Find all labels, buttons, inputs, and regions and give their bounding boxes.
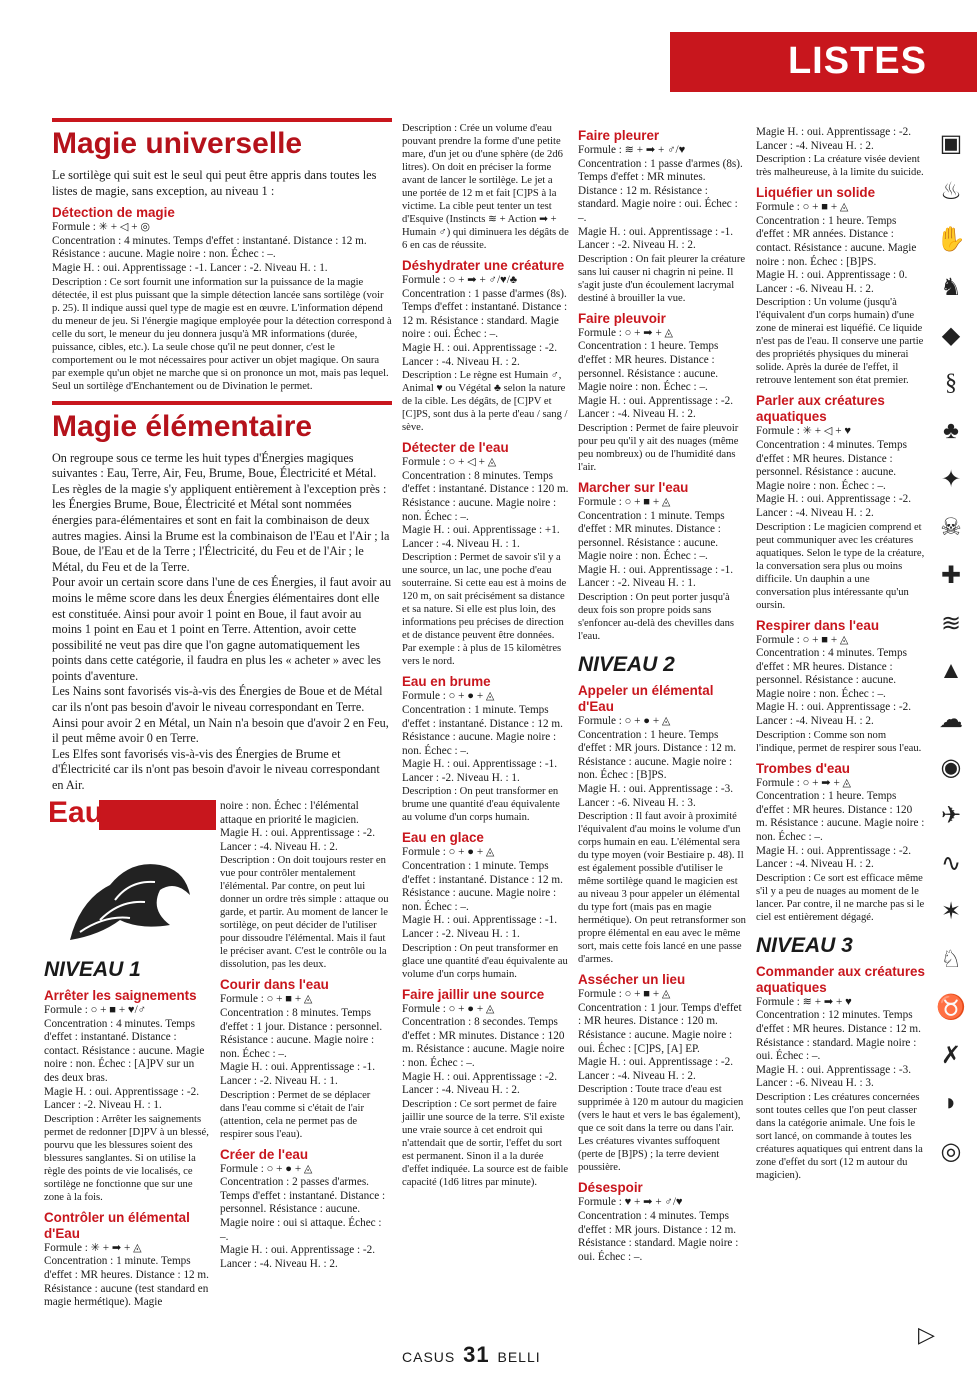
star-icon: ✶ [940, 898, 962, 925]
spell-line: Formule : ○ + ■ + ◬ [756, 201, 849, 214]
wave-icon: ≋ [940, 610, 962, 637]
crystal-icon: ✦ [940, 466, 962, 493]
spell-line: Formule : ○ + ● + ◬ [402, 690, 495, 703]
wind-icon: ☁ [939, 706, 963, 733]
spiral-icon: ◎ [940, 1138, 962, 1165]
spell-line: noire : non. Échec : l'élémental attaque en priorité le magicien. Magie H. : oui. Apprentissage : -2. Lancer : -4. Niveau H. : 2. [220, 800, 376, 853]
spell-line: Formule : ○ + ■ + ◬ [220, 993, 313, 1006]
spell-title: Liquéfier un solide [756, 185, 876, 201]
spell-description: Description : Le magicien comprend et peut communiquer avec les créatures aquatiques. Selon le type de la créature, la conversation sera plus ou moins difficile. Un dauphin a une conversation plus intéressante qu'un oursin. [756, 521, 925, 611]
spell-line: Résistance : aucune. Magie noire : non. Échec : –. [52, 248, 276, 261]
spell-line: Concentration : 1 heure. Temps d'effet : MR jours. Distance : 12 m. Résistance : aucune. Magie noire : non. Échec : [B]PS. [578, 728, 737, 782]
mountain-icon: ▲ [939, 657, 963, 684]
spell-title: Faire jaillir une source [402, 986, 545, 1002]
fire-icon: ♨ [940, 178, 962, 205]
spell-title: Eau en glace [402, 830, 484, 846]
spell-line: Formule : ✳ + ◁ + ♥ [756, 425, 852, 438]
spell-line: Magie H. : oui. Apprentissage : -2. Lancer : -2. Niveau H. : 1. [44, 1085, 200, 1112]
spell-line: Magie H. : oui. Apprentissage : 0. Lancer : -6. Niveau H. : 2. [756, 269, 908, 295]
scroll-icon: § [945, 369, 957, 396]
spell-description: Description : Toute trace d'eau est supprimée à 120 m autour du magicien (vers le haut et vers le bas également), que ce soit dans la terre ou dans l'air. Les créatures vivantes suffoquent (perte de [B]PS) ; la terre devient poussière. [578, 1084, 744, 1174]
spell-title: Parler aux créatures aquatiques [756, 393, 885, 425]
spell-line: Magie H. : oui. Apprentissage : -2. Lancer : -4. Niveau H. : 2. [402, 341, 558, 368]
spell-description: Description : Il faut avoir à proximité l'équivalent d'au moins le volume d'un corps humain en eau. L'élémental sera du type moyen (voir Bestiaire p. 48). Il est également possible d'utiliser le même sortilège quand le magicien est au niveau 3 pour appeler un élémental du type fort (mais pas en magie hermétique). On peut retransformer son propre élémental en eau avec le même sort, mais cette fois lancé en une passe d'armes. [578, 811, 746, 966]
footer-casus: CASUS [402, 1349, 456, 1365]
spell-title: Courir dans l'eau [220, 977, 329, 993]
spell-line: Magie H. : oui. Apprentissage : -1. Lancer : -2. Niveau H. : 1. [402, 758, 558, 784]
eau-header [44, 796, 216, 832]
spell-line: Concentration : 8 minutes. Temps d'effet : 1 jour. Distance : personnel. Résistance : aucune. Magie noire : non. Échec : –. [220, 1006, 383, 1060]
eye-icon: ◉ [940, 754, 962, 781]
spell-line: Concentration : 4 minutes. Temps d'effet : instantané. Distance : contact. Résistance : aucune. Magie noire : non. Échec : [A]PV sur un des deux bras. [44, 1017, 205, 1084]
spell-description: Description : Ce sort est efficace même s'il y a peu de nuages au moment de le lancer. Par contre, il ne marche pas si le ciel est entièrement dégagé. [756, 872, 925, 923]
level-heading: NIVEAU 1 [44, 958, 141, 981]
spell-line: Concentration : 1 heure. Temps d'effet : MR années. Distance : contact. Résistance : aucune. Magie noire : non. Échec : [B]PS. [756, 214, 917, 268]
spell-line: Concentration : 4 minutes. Temps d'effet : MR jours. Distance : 12 m. Résistance : standard. Magie noire : oui. Échec : –. [578, 1209, 739, 1263]
spell-line: Formule : ♥ + ➡ + ♂/♥ [578, 1196, 683, 1209]
spell-description: Description : Un volume (jusqu'à l'équivalent d'un corps humain) d'une zone de minerai est liquéfié. Ce liquide n'est pas de l'eau. Il conserve une partie des propriétés physiques du minerai solide. Après la durée de l'effet, il retrouve lentement son état premier. [756, 297, 924, 387]
paragraph: Les Nains sont favorisés vis-à-vis des Énergies de Boue et de Métal car ils n'ont pas besoin d'avoir le niveau correspondant en Terre. Ainsi pour avoir 2 en Métal, un Nain n'a besoin que d'avoir 2 en Feu, il peut même avoir 0 en Terre. [52, 684, 389, 746]
page-footer [402, 1342, 562, 1368]
spell-description: Description : Permet de faire pleuvoir pour peu qu'il y ait des nuages (même peu nombreux) ou de l'humidité dans l'air. [578, 422, 739, 473]
spell-line: Formule : ○ + ■ + ◬ [578, 495, 671, 508]
page-number: 31 [463, 1342, 490, 1367]
spell-line: Concentration : 8 secondes. Temps d'effet : MR minutes. Distance : 120 m. Résistance : aucune. Magie noire : non. Échec : –. [402, 1016, 565, 1069]
spell-title: Commander aux créatures aquatiques [756, 963, 925, 995]
column-universal [52, 118, 392, 793]
level-heading: NIVEAU 2 [578, 653, 675, 677]
spell-title: Faire pleuvoir [578, 310, 666, 326]
spell-line: Formule : ○ + ◁ + ◬ [402, 456, 497, 469]
skull-icon: ☠ [940, 514, 962, 541]
universal-intro: Le sortilège qui suit est le seul qui peut être appris dans toutes les listes de magie, sans exception, au niveau 1 : [52, 168, 377, 198]
spell-description: Description : Ce sort permet de faire jaillir une source de la terre. S'il existe une vraie source à cet endroit qui n'attendait que de sortir, l'effet du sort est permanent. Sinon il a la durée d'effet indiquée. La source est de faible capacité (1d6 litres par minute). [402, 1098, 569, 1188]
spell-title: Détecter de l'eau [402, 440, 509, 456]
spell-title: Détection de magie [52, 205, 175, 221]
spell-description: Description : On peut porter jusqu'à deux fois son propre poids sans s'enfoncer au-delà des chevilles dans l'eau. [578, 592, 735, 643]
spell-title: Faire pleurer [578, 128, 660, 143]
book-icon: ▣ [939, 130, 963, 157]
column-3 [578, 122, 746, 1322]
spell-line: Concentration : 2 passes d'armes. Temps d'effet : instantané. Distance : personnel. Résistance : aucune. Magie noire : oui si attaque. Échec : –. [220, 1176, 386, 1243]
spell-line: Concentration : 1 minute. Temps d'effet : instantané. Distance : 12 m. Résistance : aucune. Magie noire : non. Échec : –. [402, 703, 563, 757]
spell-title: Créer de l'eau [220, 1146, 309, 1162]
section-rule [52, 118, 392, 122]
spell-description: Description : On fait pleurer la créature sans lui causer ni chagrin ni peine. Il s'agit juste d'un écoulement lacrymal destiné à brouiller la vue. [578, 253, 746, 304]
spell-title: Déshydrater une créature [402, 258, 565, 273]
spell-description: Description : Permet de se déplacer dans l'eau comme si c'était de l'air (attention, cela ne permet pas de respirer sous l'eau). [220, 1089, 371, 1140]
stone-icon: ◆ [941, 322, 961, 349]
spell-line: Concentration : 1 passe d'armes (8s). Temps d'effet : MR minutes. Distance : 12 m. Résistance : standard. Magie noire : oui. Échec : –. [578, 157, 743, 224]
spell-line: Formule : ○ + ➡ + ♂/♥/♣ [402, 274, 518, 286]
spell-line: Magie H. : oui. Apprentissage : -1. Lancer : -2. Niveau H. : 1. [220, 1061, 376, 1087]
spell-description: Description : Les créatures concernées sont toutes celles que l'on peut classer dans la catégorie animale. Une fois le sort lancé, on commande à toutes les créatures aquatiques qui entrent dans la zone d'effet du sort (12 m autour du magicien). [756, 1091, 923, 1181]
level-heading: NIVEAU 3 [756, 933, 853, 957]
beast-icon: ♉ [936, 994, 966, 1021]
spell-line: Formule : ○ + ■ + ◬ [756, 633, 849, 646]
paragraph: On regroupe sous ce terme les huit types d'Énergies magiques suivantes : Eau, Terre, Air, Feu, Brume, Boue, Électricité et Métal. Les règles de la magie s'y appliquent entièrement à l'exception près : les Énergies Brume, Boue, Électricité et Métal sont nommées énergies para-élémentaires et sont en fait la combinaison de deux autres magies. Ainsi la Brume est la combinaison de l'Eau et l'Air ; la Boue, de l'Eau et de la Terre ; l'Électricité, du Feu et de l'Air ; le Métal, du Feu et de la Terre. [52, 450, 390, 574]
spell-line: Concentration : 1 heure. Temps d'effet : MR heures. Distance : personnel. Résistance : aucune. Magie noire : non. Échec : –. [578, 340, 719, 394]
claw-icon: ✗ [940, 1042, 962, 1069]
spell-line: Magie H. : oui. Apprentissage : -2. Lancer : -4. Niveau H. : 2. [756, 701, 912, 728]
spell-title: Désespoir [578, 1180, 643, 1196]
spell-line: Concentration : 12 minutes. Temps d'effet : MR heures. Distance : 12 m. Résistance : standard. Magie noire : oui. Échec : –. [756, 1009, 921, 1063]
spell-line: Concentration : 1 minute. Temps d'effet : instantané. Distance : 12 m. Résistance : aucune. Magie noire : non. Échec : –. [402, 860, 563, 913]
spell-line: Magie H. : oui. Apprentissage : -2. Lancer : -4. Niveau H. : 2. [578, 394, 734, 421]
banner-title: LISTES [787, 40, 927, 82]
snake-icon: ∿ [940, 850, 962, 877]
eau-red-bar [99, 800, 216, 830]
spell-title: Respirer dans l'eau [756, 617, 880, 633]
spell-title: Assécher un lieu [578, 972, 686, 988]
spell-line: Formule : ○ + ➡ + ◬ [578, 326, 674, 339]
paragraph: Pour avoir un certain score dans l'une de ces Énergies, il faut avoir au moins le même score dans les deux Énergies élémentaires dont elle est constituée. Ainsi pour avoir 1 point en Boue, il faut avoir au moins 1 point en Eau et 1 point en Terre. Attention, avoir cette possibilité ne veut pas dire que l'on gagne automatiquement les points dans cette catégorie, il faudra en plus les « acheter » avec les points d'aventure. [52, 575, 392, 683]
spell-line: Formule : ○ + ● + ◬ [578, 715, 671, 728]
spell-line: Concentration : 1 passe d'armes (8s). Temps d'effet : instantané. Distance : 12 m. Résistance : standard. Magie noire : oui. Échec : –. [402, 287, 568, 341]
spell-line: Formule : ○ + ➡ + ◬ [756, 776, 852, 789]
spell-title: Arrêter les saignements [44, 988, 197, 1003]
spell-description: Description : La créature visée devient très malheureuse, à la limite du suicide. [756, 154, 924, 179]
section-rule [52, 401, 392, 405]
spell-line: Magie H. : oui. Apprentissage : -1. Lancer : -2. Niveau H. : 1. [402, 914, 558, 941]
spell-line: Formule : ○ + ■ + ◬ [578, 988, 671, 1001]
section-title-elementaire: Magie élémentaire [52, 409, 313, 443]
spell-line: Magie H. : oui. Apprentissage : -2. Lancer : -4. Niveau H. : 2. [756, 493, 912, 519]
spell-line: Concentration : 4 minutes. Temps d'effet : MR heures. Distance : personnel. Résistance : aucune. Magie noire : non. Échec : –. [756, 647, 907, 700]
spell-description: Description : Le règne est Humain ♂, Animal ♥ ou Végétal ♣ selon la nature de la cible. Les dégâts, de [C]PV et [C]PS, sont dus à la perte d'eau / sang / sève. [402, 370, 568, 434]
listes-banner [670, 32, 977, 92]
spell-line: Concentration : 1 minute. Temps d'effet : MR minutes. Distance : personnel. Résistance : aucune. Magie noire : non. Échec : –. [578, 509, 725, 563]
spell-title: Trombes d'eau [756, 760, 850, 776]
spell-line: Magie H. : oui. Apprentissage : -2. Lancer : -4. Niveau H. : 2. [220, 1244, 376, 1270]
spell-title: Eau en brume [402, 674, 491, 690]
spell-line: Formule : ✳ + ◁ + ◎ [52, 221, 151, 234]
spell-title: Contrôler un élémental d'Eau [44, 1209, 190, 1241]
spell-line: Formule : ≋ + ➡ + ♥ [756, 995, 852, 1008]
spell-description: Description : Comme son nom l'indique, permet de respirer sous l'eau. [756, 729, 922, 754]
spell-line: Magie H. : oui. Apprentissage : -2. Lancer : -4. Niveau H. : 2. [756, 844, 912, 871]
spell-line: Concentration : 1 minute. Temps d'effet : MR heures. Distance : 12 m. [44, 1255, 209, 1281]
dragon-icon: ♞ [940, 274, 962, 301]
spell-line: Concentration : 8 minutes. Temps d'effet : instantané. Distance : 120 m. Résistance : aucune. Magie noire : non. Échec : –. [402, 469, 569, 523]
spell-line: Formule : ✳ + ➡ + ◬ [44, 1241, 142, 1254]
spell-title: Appeler un élémental d'Eau [578, 683, 714, 715]
fish-icon: ◗ [943, 1089, 959, 1116]
spell-description: Description : Ce sort fournit une information sur la puissance de la magie détectée, il est plus puissant que la simple détection lancée sans sortilège (voir p. 25). Il indique aussi quel type de magie est en œuvre. L'information dépend du meneur de jeu. Si l'énergie magique employée pour la détection correspond à celle du sort, le meneur du jeu donnera jusqu'à MR informations (durée, puissance, cibles, etc.). La seule chose qu'il ne peut donner, c'est le comportement ou le mot nécessaires pour activer un objet magique. On saura par exemple qu'un objet ne marche que si on prononce un mot, mais pas lequel. Seul un sortilège d'Enchantement ou de Divination le permet. [52, 276, 392, 392]
paragraph: Les Elfes sont favorisés vis-à-vis des Énergies de Brume et d'Électricité car ils n'ont pas besoin d'avoir le niveau correspondant en Air. [52, 746, 380, 793]
horse-icon: ♘ [940, 946, 962, 973]
column-niveau1-right [220, 800, 390, 1320]
spell-line: Magie H. : oui. Apprentissage : -2. Lancer : -4. Niveau H. : 2. [756, 126, 912, 152]
spell-line: Formule : ○ + ● + ◬ [220, 1162, 313, 1175]
spell-line: Concentration : 4 minutes. Temps d'effet : instantané. Distance : 12 m. [52, 234, 367, 247]
spell-description: Description : Arrêter les saignements permet de redonner [D]PV à un blessé, pourvu que les blessures soient des blessures sanglantes. Si on utilise la règle des points de vie localisés, ce sortilège ne fonctionne que sur une zone à la fois. [44, 1113, 209, 1203]
spell-description: Description : Crée un volume d'eau pouvant prendre la forme d'une petite mare, d'un jet ou d'une sphère (de 2d6 litres). On doit en préciser la forme avant de lancer le sortilège. Le jet a une portée de 12 m et fait [C]PS à la victime. La cible peut tenter un test d'Esquive (Instincts ≋ + Action ➡ + Humain ♂) qui diminuera les dégâts de 6 en cas de réussite. [402, 123, 569, 251]
wave-illustration [60, 840, 200, 950]
spell-description: Description : On peut transformer en glace une quantité d'eau équivalente au volume d'un corps humain. [402, 942, 568, 980]
eau-title: Eau [48, 796, 104, 829]
cross-icon: ✚ [940, 562, 962, 589]
spell-line: Magie H. : oui. Apprentissage : -2. Lancer : -4. Niveau H. : 2. [402, 1070, 558, 1097]
spell-line: Magie H. : oui. Apprentissage : -3. Lancer : -6. Niveau H. : 3. [578, 783, 734, 809]
footer-belli: BELLI [497, 1349, 541, 1365]
spell-description: Description : On doit toujours rester en vue pour contrôler mentalement l'élémental. Par contre, on peut lui donner un ordre très simple : attaque ou garde, et partir. Au moment de lancer le sortilège, on peut décider de l'utiliser pour dissoudre l'élémental. Mais il faut le préciser avant. C'est le contrôle ou la dissolution, pas les deux. [220, 855, 389, 971]
spell-description: Description : Permet de savoir s'il y a une source, un lac, une poche d'eau souterraine. Si cette eau est à moins de 120 m, on sait précisément sa distance et sa nature. Si elle est plus loin, des informations peu précises de direction et de distance peuvent être données. Par exemple : à plus de 15 kilomètres vers le nord. [402, 552, 567, 668]
spell-line: Formule : ○ + ■ + ♥/♂ [44, 1004, 147, 1016]
spell-line: Concentration : 1 heure. Temps d'effet : MR heures. Distance : 120 m. Résistance : aucune. Magie noire : non. Échec : –. [756, 790, 925, 844]
spell-line: Concentration : 1 jour. Temps d'effet : MR heures. Distance : 120 m. Résistance : aucune. Magie noire : oui. Échec : [C]PS, [A] EP. [578, 1001, 742, 1055]
column-4 [756, 126, 926, 1306]
hand-icon: ✋ [936, 226, 966, 253]
column-2 [402, 122, 570, 1322]
spell-line: Formule : ≋ + ➡ + ♂/♥ [578, 144, 686, 156]
spell-line: Magie H. : oui. Apprentissage : -1. Lancer : -2. Niveau H. : 1. [52, 261, 328, 274]
spell-line: Magie H. : oui. Apprentissage : -1. Lancer : -2. Niveau H. : 1. [578, 563, 734, 590]
spell-title: Marcher sur l'eau [578, 479, 689, 495]
spell-line: Concentration : 4 minutes. Temps d'effet : MR heures. Distance : personnel. Résistance : aucune. Magie noire : non. Échec : –. [756, 438, 907, 492]
spell-line: Magie H. : oui. Apprentissage : +1. Lancer : -4. Niveau H. : 1. [402, 524, 560, 550]
spell-line: Résistance : aucune (test standard en magie hermétique). Magie [44, 1282, 209, 1309]
section-title-universal: Magie universelle [52, 127, 303, 160]
spell-line: Magie H. : oui. Apprentissage : -2. Lancer : -4. Niveau H. : 2. [578, 1056, 734, 1082]
bird-icon: ✈ [940, 802, 962, 829]
spell-line: Formule : ○ + ● + ◬ [402, 1002, 495, 1015]
next-page-arrow-icon[interactable]: ▷ [918, 1322, 935, 1347]
spell-line: Formule : ○ + ● + ◬ [402, 846, 495, 859]
column-niveau1-left [44, 958, 209, 1318]
icon-sidebar [934, 126, 970, 1346]
spell-description: Description : On peut transformer en brume une quantité d'eau équivalente au volume d'un corps humain. [402, 786, 560, 824]
spell-line: Magie H. : oui. Apprentissage : -1. Lancer : -2. Niveau H. : 2. [578, 225, 734, 252]
tree-icon: ♣ [943, 417, 959, 444]
spell-line: Magie H. : oui. Apprentissage : -3. Lancer : -6. Niveau H. : 3. [756, 1063, 912, 1090]
